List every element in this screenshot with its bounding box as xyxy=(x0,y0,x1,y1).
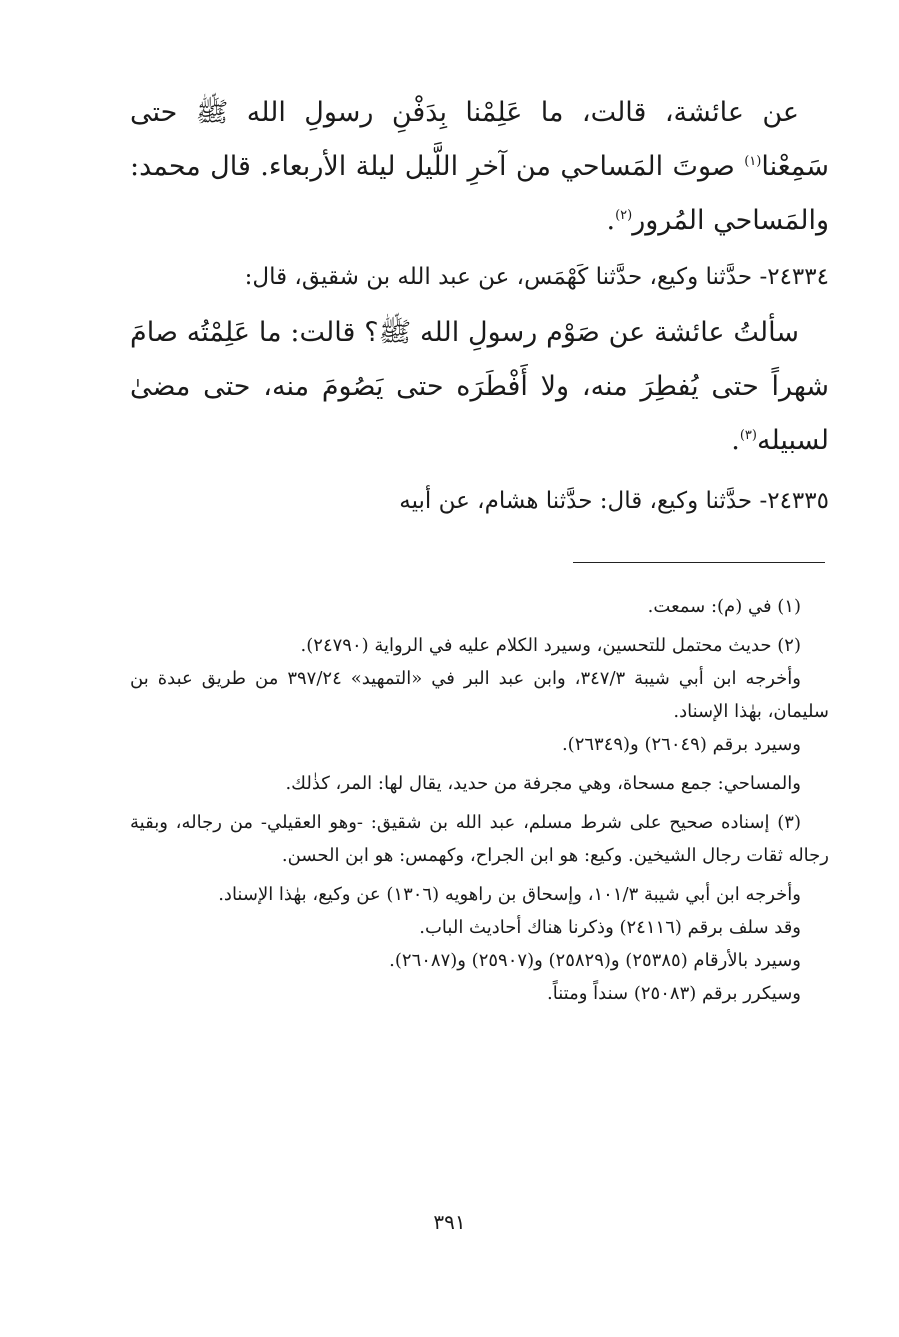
page-number: ٣٩١ xyxy=(433,1210,466,1234)
hadith-chain-24335: ٢٤٣٣٥- حدَّثنا وكيع، قال: حدَّثنا هشام، عن أبيه xyxy=(399,488,829,514)
footnote-2-source: وأخرجه ابن أبي شيبة ٣٤٧/٣، وابن عبد البر في «التمهيد» ٣٩٧/٢٤ من طريق عبدة بن سليمان، بهٰذا الإسناد. xyxy=(130,668,829,722)
main-text xyxy=(130,86,829,530)
text-span: . xyxy=(731,425,740,456)
footnote-1: (١) في (م): سمعت. xyxy=(647,596,801,617)
footnote-2-cross-ref: وسيرد برقم (٢٦٠٤٩) و(٢٦٣٤٩). xyxy=(561,734,801,755)
footnote-2-gloss: والمساحي: جمع مسحاة، وهي مجرفة من حديد، يقال لها: المر، كذٰلك. xyxy=(285,773,801,794)
hadith-text-paragraph xyxy=(130,86,829,248)
footnote-divider xyxy=(573,562,825,563)
footnotes xyxy=(130,590,829,1010)
footnote-marker: (٢) xyxy=(615,208,633,223)
hadith-text-paragraph xyxy=(130,306,829,468)
hadith-chain-24334: ٢٤٣٣٤- حدَّثنا وكيع، حدَّثنا كَهْمَس، عن عبد الله بن شقيق، قال: xyxy=(244,264,829,290)
text-span: صوتَ المَساحي من آخرِ اللَّيل ليلة الأربعاء. قال محمد: والمَساحي المُرور xyxy=(130,151,829,236)
footnote-marker: (٣) xyxy=(739,428,757,443)
text-span: . xyxy=(606,205,616,236)
footnote-3-cross-ref: وسيرد بالأرقام (٢٥٣٨٥) و(٢٥٨٢٩) و(٢٥٩٠٧) و(٢٦٠٨٧). xyxy=(389,950,801,971)
text-span: سألتُ عائشة عن صَوْم رسولِ الله ﷺ؟ قالت: ما عَلِمْتُه صامَ شهراً حتى يُفطِرَ منه، ولا أَفْطَرَه حتى يَصُومَ منه، حتى مضىٰ لسبيله xyxy=(130,317,829,456)
footnote-marker: (١) xyxy=(744,154,762,169)
footnote-2: (٢) حديث محتمل للتحسين، وسيرد الكلام عليه في الرواية (٢٤٧٩٠). xyxy=(300,635,801,656)
text-span: عن عائشة، قالت، ما عَلِمْنا بِدَفْنِ رسولِ الله ﷺ حتى سَمِعْنا xyxy=(130,97,829,182)
footnote-3-source: وأخرجه ابن أبي شيبة ١٠١/٣، وإسحاق بن راهويه (١٣٠٦) عن وكيع، بهٰذا الإسناد. xyxy=(218,884,801,905)
footnote-3: (٣) إسناده صحيح على شرط مسلم، عبد الله بن شقيق: -وهو العقيلي- من رجاله، وبقية رجاله ثقات رجال الشيخين. وكيع: هو ابن الجراح، وكهمس: هو ابن الحسن. xyxy=(130,812,829,866)
footnote-3-repeat: وسيكرر برقم (٢٥٠٨٣) سنداً ومتناً. xyxy=(547,983,801,1004)
footnote-3-prior: وقد سلف برقم (٢٤١١٦) وذكرنا هناك أحاديث الباب. xyxy=(419,917,801,938)
